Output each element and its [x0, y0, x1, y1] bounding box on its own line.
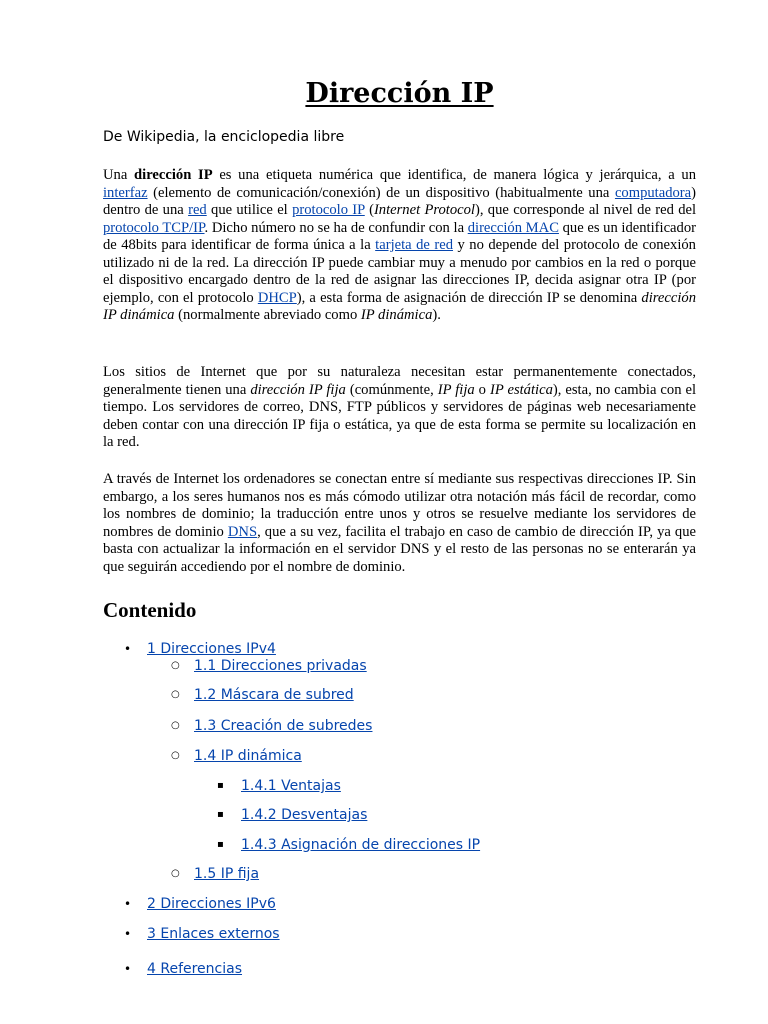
bullet-circle-icon: ○	[171, 720, 180, 731]
italic-term: Internet Protocol	[373, 202, 475, 218]
link-protocolo-tcp-ip[interactable]: protocolo TCP/IP	[103, 219, 205, 236]
toc-link[interactable]: 1.1 Direcciones privadas	[194, 658, 367, 674]
paragraph-ip-fija	[103, 364, 696, 452]
bullet-disc-icon: •	[124, 962, 132, 976]
text-run: ), esta, no cambia con el tiempo. Los servidores de correo, DNS, FTP públicos y servidores de páginas web necesariamente deben contar con una dirección IP fija o estática, ya que de esta forma se permite su localización en la red.	[103, 381, 697, 450]
page-subtitle: De Wikipedia, la enciclopedia libre	[103, 129, 345, 145]
text-run: ), que corresponde al nivel de red del	[474, 202, 697, 218]
text-run: (normalmente abreviado como	[174, 307, 361, 323]
toc-link[interactable]: 4 Referencias	[147, 961, 243, 977]
text-run: (	[364, 202, 374, 218]
link-tarjeta-de-red[interactable]: tarjeta de red	[375, 237, 454, 253]
bullet-disc-icon: •	[124, 927, 132, 941]
link-direccion-mac[interactable]: dirección MAC	[467, 219, 559, 236]
toc-link[interactable]: 1.2 Máscara de subred	[194, 687, 354, 703]
link-dns[interactable]: DNS	[227, 523, 258, 540]
toc-item	[171, 746, 302, 766]
bullet-disc-icon: •	[124, 642, 132, 656]
toc-heading: Contenido	[103, 598, 197, 622]
italic-term: IP fija	[437, 381, 475, 398]
toc-link[interactable]: 1.4.2 Desventajas	[241, 807, 368, 823]
italic-term: IP estática	[489, 381, 553, 398]
text-run: (elemento de comunicación/conexión) de un dispositivo (habitualmente una	[147, 184, 615, 201]
toc-link[interactable]: 1.3 Creación de subredes	[194, 718, 373, 734]
toc-link[interactable]: 1.4.3 Asignación de direcciones IP	[241, 837, 481, 853]
text-run: que es un identificador de 48bits para identificar de forma única a la	[103, 219, 696, 253]
paragraph-intro	[103, 167, 696, 325]
link-red[interactable]: red	[188, 202, 207, 218]
toc-link[interactable]: 1.4.1 Ventajas	[241, 778, 341, 794]
toc-link[interactable]: 1 Direcciones IPv4	[147, 641, 276, 657]
text-run: ) dentro de una	[103, 184, 696, 218]
bold-term: dirección IP	[134, 167, 213, 183]
text-run: . Dicho número no se ha de confundir con la	[204, 219, 468, 236]
italic-term: IP dinámica	[360, 307, 433, 323]
toc-item	[171, 656, 367, 676]
page-title: Dirección IP	[305, 78, 494, 109]
text-run: A través de Internet los ordenadores se conectan entre sí mediante sus respectivas direcciones IP. Sin embargo, a los seres humanos nos es más cómodo utilizar otra notación más fácil de recordar, como los nombres de dominio; la traducción entre unos y otros se resuelve mediante los servidores de nombres de dominio	[103, 471, 696, 540]
toc-item	[217, 776, 341, 796]
bullet-square-icon: ▪	[217, 839, 224, 850]
bullet-disc-icon: •	[124, 897, 132, 911]
italic-term: dirección IP fija	[250, 381, 346, 398]
bullet-circle-icon: ○	[171, 868, 180, 879]
toc-item	[124, 894, 276, 914]
text-run: , que a su vez, facilita el trabajo en caso de cambio de dirección IP, ya que basta con actualizar la información en el servidor DNS y el resto de las personas no se enterarán ya que seguirán accediendo por el nombre de dominio.	[103, 523, 696, 575]
toc-link[interactable]: 1.4 IP dinámica	[194, 748, 302, 764]
toc-item	[171, 716, 373, 736]
text-run: o	[474, 381, 490, 398]
text-run: es una etiqueta numérica que identifica, de manera lógica y jerárquica, a un	[212, 167, 697, 183]
bullet-circle-icon: ○	[171, 750, 180, 761]
toc-item	[171, 864, 260, 884]
text-run: que utilice el	[206, 202, 293, 218]
link-dhcp[interactable]: DHCP	[257, 289, 297, 306]
link-computadora[interactable]: computadora	[614, 184, 692, 201]
text-run: Una	[103, 167, 135, 183]
toc-link[interactable]: 2 Direcciones IPv6	[147, 896, 276, 912]
toc-link[interactable]: 1.5 IP fija	[194, 866, 260, 882]
toc-item	[171, 685, 354, 705]
bullet-circle-icon: ○	[171, 660, 180, 671]
text-run: Los sitios de Internet que por su naturaleza necesitan estar permanentemente conectados, generalmente tienen una	[103, 364, 696, 398]
toc-item	[217, 805, 368, 825]
toc-link[interactable]: 3 Enlaces externos	[147, 926, 280, 942]
text-run: ).	[432, 307, 441, 323]
italic-term: dirección IP dinámica	[103, 289, 696, 323]
bullet-circle-icon: ○	[171, 689, 180, 700]
link-protocolo-ip[interactable]: protocolo IP	[292, 202, 365, 218]
toc-item	[217, 835, 481, 855]
bullet-square-icon: ▪	[217, 780, 224, 791]
text-run: (comúnmente,	[345, 381, 438, 398]
link-interfaz[interactable]: interfaz	[103, 184, 148, 201]
bullet-square-icon: ▪	[217, 809, 224, 820]
text-run: y no depende del protocolo de conexión utilizado ni de la red. La dirección IP puede cambiar muy a menudo por cambios en la red o porque el dispositivo encargado dentro de la red de asignar las direcciones IP, decida asignar otra IP (por ejemplo, con el protocolo	[103, 237, 696, 306]
text-run: ), a esta forma de asignación de dirección IP se denomina	[296, 289, 642, 306]
toc-item	[124, 924, 280, 944]
paragraph-dns	[103, 471, 696, 576]
toc-item	[124, 959, 243, 979]
